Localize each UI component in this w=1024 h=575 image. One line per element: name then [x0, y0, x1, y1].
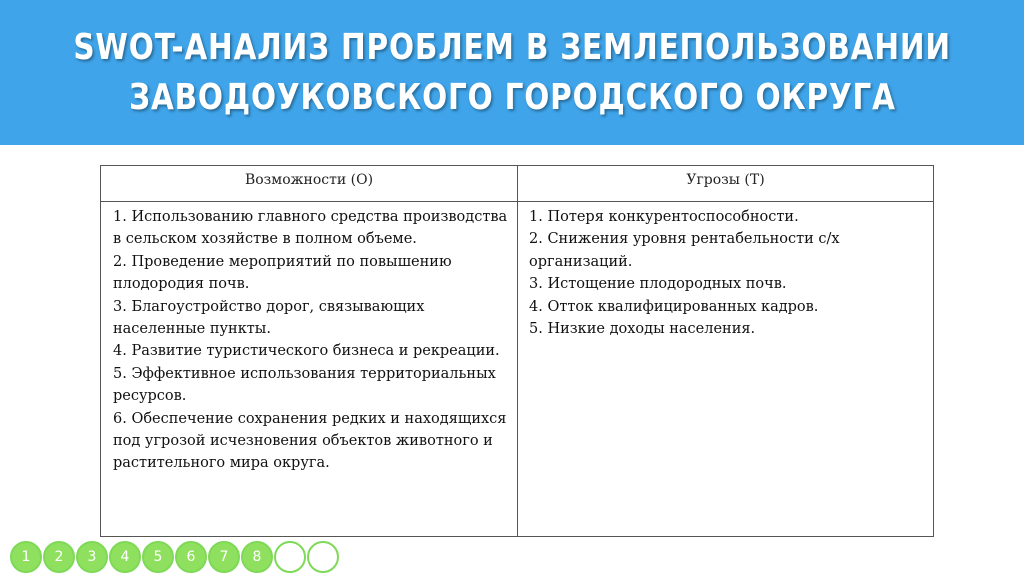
- column-header-opportunities: Возможности (О): [244, 172, 374, 188]
- list-item: 5. Эффективное использования территориальных ресурсов.: [113, 365, 496, 405]
- list-item: 6. Обеспечение сохранения редких и находящихся под угрозой исчезновения объектов животного и растительного мира округа.: [113, 410, 507, 472]
- list-item: 2. Снижения уровня рентабельности с/х организаций.: [529, 231, 840, 270]
- slide-title-line-2: ЗАВОДОУКОВСКОГО ГОРОДСКОГО ОКРУГА: [128, 76, 896, 118]
- nav-slide-6[interactable]: 6: [175, 541, 207, 573]
- swot-table: [100, 165, 934, 537]
- slide-navigation: [10, 541, 340, 575]
- nav-slide-3[interactable]: 3: [76, 541, 108, 573]
- list-item: 1. Использованию главного средства производства в сельском хозяйстве в полном объеме.: [113, 209, 508, 248]
- opportunities-cell: [113, 206, 513, 475]
- nav-slide-4[interactable]: 4: [109, 541, 141, 573]
- threats-cell: [529, 206, 924, 340]
- list-item: 3. Благоустройство дорог, связывающих населенные пункты.: [113, 298, 425, 338]
- nav-slide-7[interactable]: 7: [208, 541, 240, 573]
- nav-slide-2[interactable]: 2: [43, 541, 75, 573]
- nav-slide-5[interactable]: 5: [142, 541, 174, 573]
- column-divider: [517, 166, 518, 536]
- list-item: 4. Развитие туристического бизнеса и рекреации.: [113, 343, 500, 360]
- list-item: 4. Отток квалифицированных кадров.: [529, 298, 819, 315]
- list-item: 1. Потеря конкурентоспособности.: [529, 209, 799, 225]
- list-item: 5. Низкие доходы населения.: [529, 321, 756, 338]
- nav-slide-9[interactable]: [274, 541, 306, 573]
- slide-header: [0, 0, 1024, 145]
- list-item: 2. Проведение мероприятий по повышению плодородия почв.: [113, 253, 452, 293]
- slide-title-line-1: SWOT-АНАЛИЗ ПРОБЛЕМ В ЗЕМЛЕПОЛЬЗОВАНИИ: [73, 26, 951, 68]
- nav-slide-8[interactable]: 8: [241, 541, 273, 573]
- nav-slide-10[interactable]: [307, 541, 339, 573]
- list-item: 3. Истощение плодородных почв.: [529, 276, 787, 293]
- column-header-threats: Угрозы (Т): [686, 172, 765, 188]
- nav-slide-1[interactable]: 1: [10, 541, 42, 573]
